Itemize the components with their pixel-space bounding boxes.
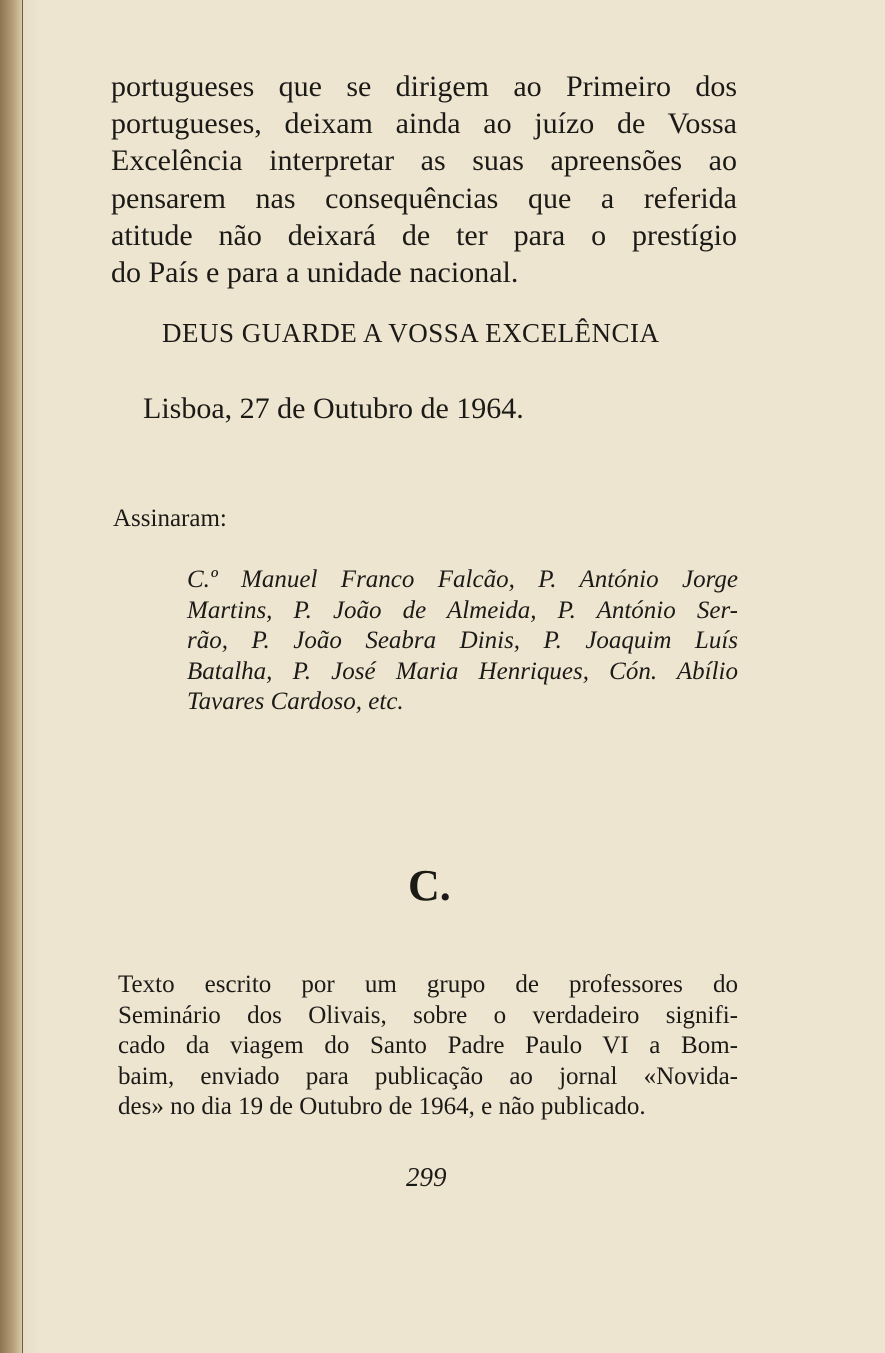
signatories-line: Martins, P. João de Almeida, P. António Ser- [187, 596, 738, 624]
signatories-line: C.º Manuel Franco Falcão, P. António Jorge [187, 566, 738, 593]
place-and-date: Lisboa, 27 de Outubro de 1964. [143, 392, 524, 425]
book-spine-shadow [0, 0, 23, 1353]
paragraph-line: atitude não deixará de ter para o prestígio [111, 218, 737, 252]
note-line: cado da viagem do Santo Padre Paulo VI a Bom- [118, 1032, 738, 1059]
paragraph-line: portugueses, deixam ainda ao juízo de Vossa [111, 107, 737, 141]
signatories-line: rão, P. João Seabra Dinis, P. Joaquim Luís [187, 627, 738, 654]
page-number: 299 [406, 1162, 447, 1192]
paragraph-line: do País e para a unidade nacional. [111, 256, 519, 290]
paragraph-line: Excelência interpretar as suas apreensões ao [111, 144, 737, 178]
signatories-list [187, 565, 738, 718]
paragraph-line: portugueses que se dirigem ao Primeiro dos [111, 70, 737, 103]
note-line: des» no dia 19 de Outubro de 1964, e não publicado. [118, 1093, 646, 1120]
note-line: Seminário dos Olivais, sobre o verdadeiro signifi- [118, 1001, 738, 1029]
signatories-line: Tavares Cardoso, etc. [187, 688, 404, 715]
signatories-line: Batalha, P. José Maria Henriques, Cón. Abílio [187, 657, 738, 685]
section-note [118, 970, 738, 1123]
note-line: baim, enviado para publicação ao jornal «Novida- [118, 1062, 738, 1090]
body-paragraph [111, 68, 737, 291]
note-line: Texto escrito por um grupo de professores do [118, 971, 738, 998]
signed-label: Assinaram: [113, 505, 227, 532]
section-heading: C. [408, 861, 451, 910]
closing-salutation: DEUS GUARDE A VOSSA EXCELÊNCIA [162, 318, 660, 348]
paragraph-line: pensarem nas consequências que a referida [111, 181, 737, 215]
